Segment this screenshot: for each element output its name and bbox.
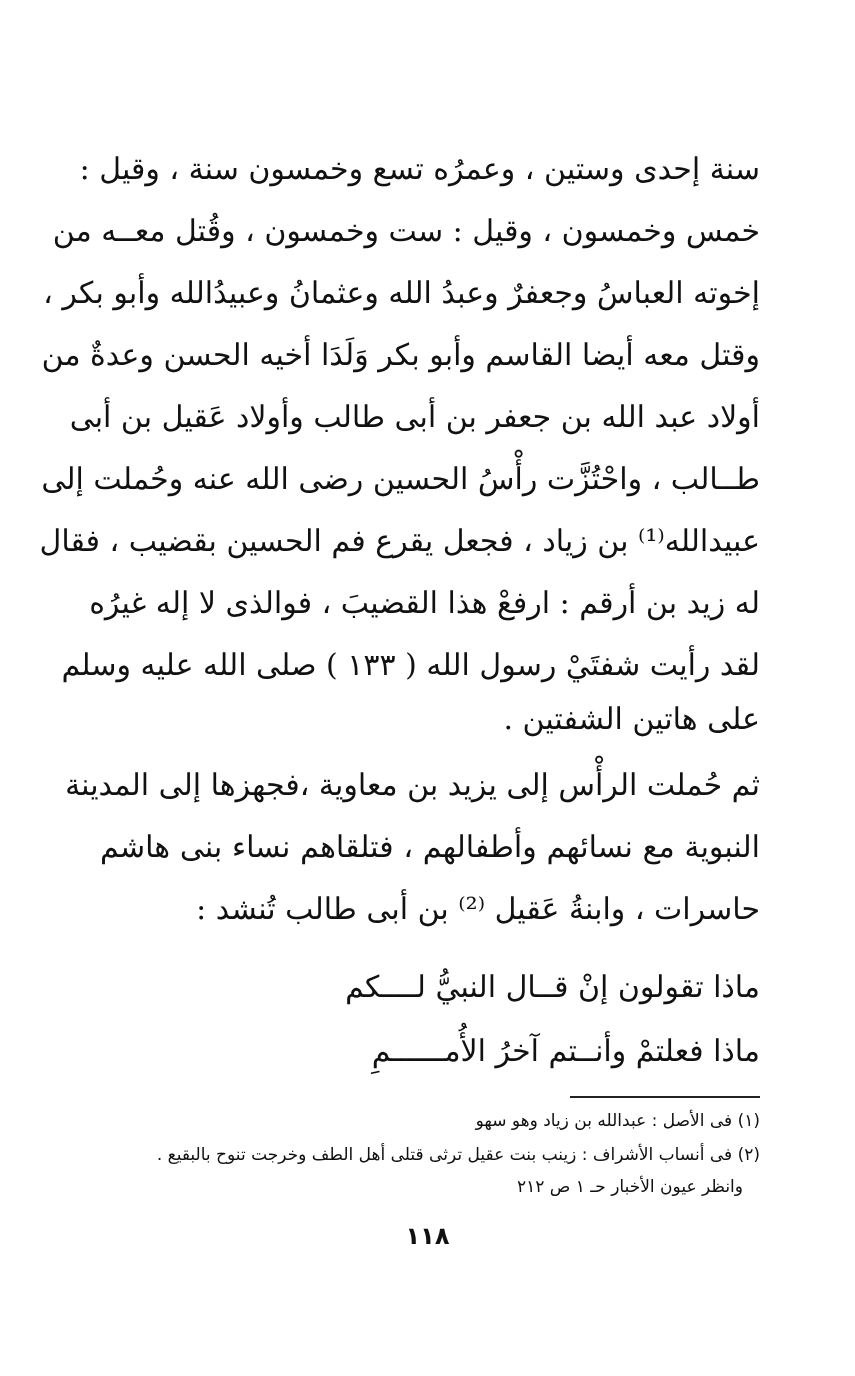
footnote-2: (٢) فى أنساب الأشراف : زينب بنت عقيل ترثى قتلى أهل الطف وخرجت تنوح بالبقيع . <box>156 1145 760 1165</box>
text-line: سنة إحدى وستين ، وعمرُه تسع وخمسون سنة ، وقيل : <box>79 152 760 187</box>
footnote-separator <box>570 1096 760 1098</box>
text-line: حاسرات ، وابنةُ عَقيل ⁽²⁾ بن أبى طالب تُنشد : <box>196 892 760 927</box>
text-line: عبيدالله⁽¹⁾ بن زياد ، فجعل يقرع فم الحسين بقضيب ، فقال <box>39 524 760 559</box>
verse-line: ماذا فعلتمْ وأنــتم آخرُ الأُمــــــمِ <box>371 1034 760 1069</box>
text-line: ثم حُملت الرأْس إلى يزيد بن معاوية ،فجهزها إلى المدينة <box>65 768 760 803</box>
text-line: إخوته العباسُ وجعفرٌ وعبدُ الله وعثمانُ وعبيدُالله وأبو بكر ، <box>43 276 760 311</box>
text-line: وقتل معه أيضا القاسم وأبو بكر وَلَدَا أخيه الحسن وعدةٌ من <box>41 338 760 373</box>
verse-line: ماذا تقولون إنْ قــال النبيُّ لــــكم <box>345 970 760 1005</box>
text-line: لقد رأيت شفتَيْ رسول الله ( ١٣٣ ) صلى الله عليه وسلم <box>61 648 760 683</box>
text-line: خمس وخمسون ، وقيل : ست وخمسون ، وقُتل معــه من <box>52 214 760 249</box>
text-line: أولاد عبد الله بن جعفر بن أبى طالب وأولاد عَقيل بن أبى <box>69 400 760 435</box>
text-line: على هاتين الشفتين . <box>503 702 760 737</box>
text-line: له زيد بن أرقم : ارفعْ هذا القضيبَ ، فوالذى لا إله غيرُه <box>89 586 760 621</box>
text-line: النبوية مع نسائهم وأطفالهم ، فتلقاهم نساء بنى هاشم <box>100 830 760 865</box>
footnote-1: (١) فى الأصل : عبدالله بن زياد وهو سهو <box>475 1111 760 1131</box>
page-number: ١١٨ <box>405 1222 450 1250</box>
footnote-2-continuation: وانظر عيون الأخبار حـ ١ ص ٢١٢ <box>516 1177 743 1197</box>
text-line: طــالب ، واحْتُزَّت رأْسُ الحسين رضى الله عنه وحُملت إلى <box>41 462 760 497</box>
